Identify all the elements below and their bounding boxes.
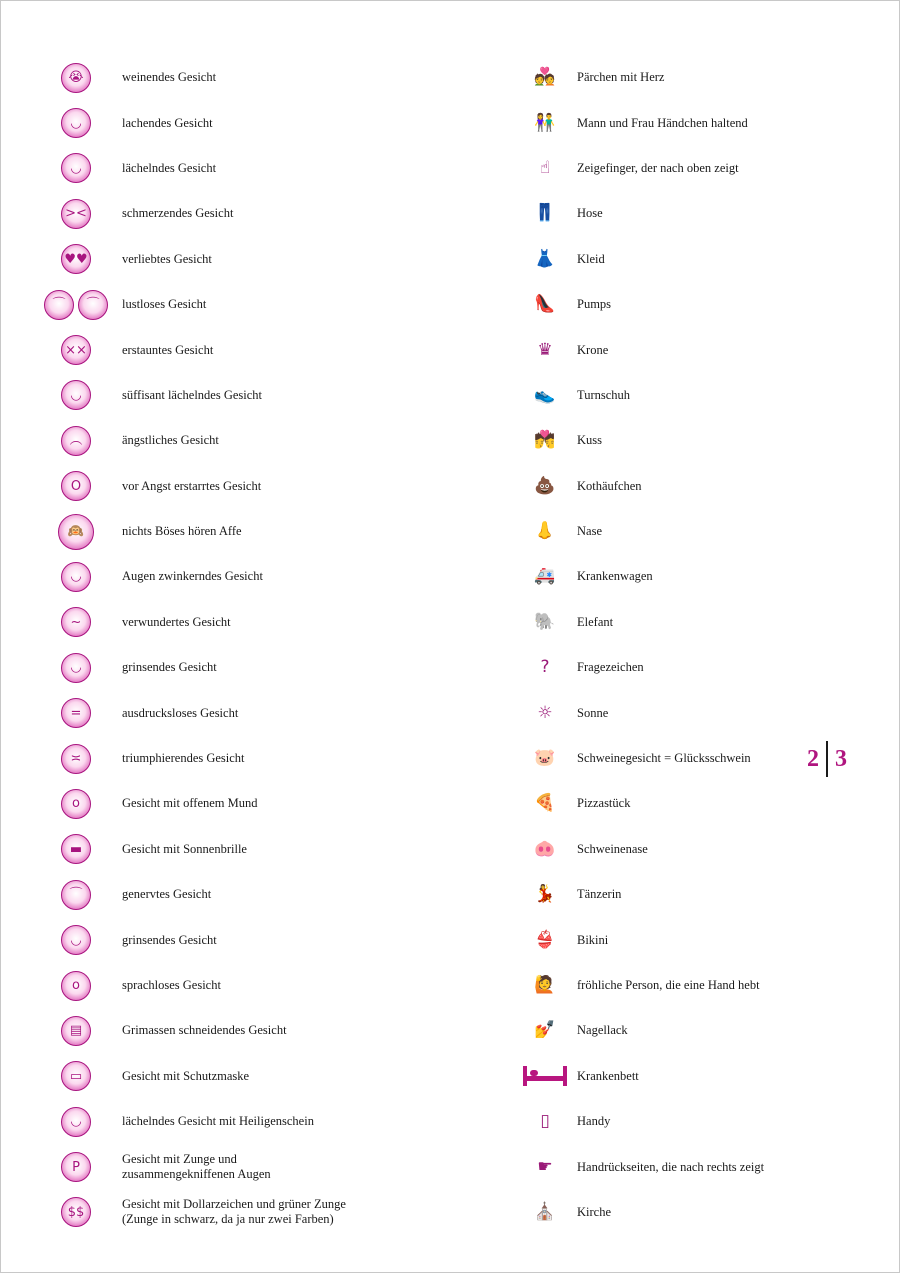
- item-label: vor Angst erstarrtes Gesicht: [122, 478, 262, 493]
- item-label: Kuss: [577, 433, 603, 448]
- item-label: Mann und Frau Händchen haltend: [577, 115, 748, 130]
- question-mark-icon: ?: [540, 657, 550, 678]
- list-item: [41, 917, 481, 962]
- item-label: Gesicht mit Zunge und zusammengekniffenen Augen: [122, 1152, 271, 1182]
- item-label: ängstliches Gesicht: [122, 433, 219, 448]
- high-heel-icon: 👠: [534, 294, 556, 315]
- list-item: [41, 1054, 481, 1099]
- list-item: [41, 418, 481, 463]
- grinning-face-icon: ◡: [41, 653, 111, 683]
- item-label: Schweinenase: [577, 841, 648, 856]
- list-item: [521, 600, 821, 645]
- elephant-icon: 🐘: [534, 611, 556, 632]
- list-item: [521, 191, 821, 236]
- person-raising-hand-icon: 🙋: [534, 975, 556, 995]
- page-number-right: 3: [835, 745, 847, 772]
- weary-face-icon: ⌒ ⌒: [41, 290, 111, 320]
- item-label: lustloses Gesicht: [122, 297, 207, 312]
- list-item: [521, 1008, 821, 1053]
- grimacing-face-icon: ▤: [41, 1016, 111, 1046]
- list-item: [41, 690, 481, 735]
- hear-no-evil-monkey-icon: 🙉: [41, 514, 111, 550]
- item-label: Kirche: [577, 1204, 612, 1219]
- item-label: Krankenbett: [577, 1068, 639, 1083]
- item-label: weinendes Gesicht: [122, 70, 217, 85]
- list-item: [41, 736, 481, 781]
- list-item: [41, 827, 481, 872]
- item-label: lachendes Gesicht: [122, 115, 213, 130]
- church-icon: ⛪: [534, 1201, 556, 1222]
- list-item: [41, 237, 481, 282]
- list-item: [521, 963, 821, 1008]
- item-label: Gesicht mit offenem Mund: [122, 796, 258, 811]
- page-divider: [826, 741, 828, 777]
- item-label: fröhliche Person, die eine Hand hebt: [577, 978, 760, 992]
- astonished-face-icon: o: [41, 971, 111, 1001]
- item-label: Schweinegesicht = Glücksschwein: [577, 751, 751, 766]
- list-item: [41, 191, 481, 236]
- item-label: erstauntes Gesicht: [122, 342, 214, 357]
- list-item: [41, 781, 481, 826]
- item-label: Pizzastück: [577, 796, 631, 811]
- pile-of-poo-icon: 💩: [534, 475, 556, 496]
- list-item: [521, 690, 821, 735]
- confused-face-icon: ~: [41, 607, 111, 637]
- medical-mask-face-icon: ▭: [41, 1061, 111, 1091]
- man-and-woman-holding-hands-icon: 👫: [534, 112, 556, 133]
- list-item: [41, 554, 481, 599]
- tongue-squint-face-icon: P: [41, 1152, 111, 1182]
- item-label: Elefant: [577, 614, 614, 629]
- pig-face-icon: 🐷: [534, 748, 556, 769]
- item-label: Nase: [577, 524, 602, 539]
- triumph-face-icon: ≍: [41, 744, 111, 774]
- list-item: [521, 509, 821, 554]
- item-label: Pumps: [577, 297, 612, 312]
- jeans-icon: 👖: [534, 203, 556, 224]
- item-label: Krankenwagen: [577, 569, 653, 584]
- sunglasses-face-icon: ▬: [41, 834, 111, 864]
- item-label: Sonne: [577, 705, 609, 720]
- list-item: [41, 55, 481, 100]
- item-label: genervtes Gesicht: [122, 887, 212, 902]
- dizzy-face-icon: ××: [41, 335, 111, 365]
- list-item: [41, 509, 481, 554]
- list-item: [521, 1144, 821, 1189]
- item-label: Gesicht mit Dollarzeichen und grüner Zunge (Zunge in schwarz, da ja nur zwei Farben): [122, 1197, 346, 1227]
- item-label: Bikini: [577, 932, 609, 947]
- item-label: süffisant lächelndes Gesicht: [122, 387, 263, 402]
- item-label: nichts Böses hören Affe: [122, 524, 242, 539]
- item-label: Gesicht mit Sonnenbrille: [122, 841, 247, 856]
- list-item: [521, 645, 821, 690]
- crying-face-icon: 😭: [41, 63, 111, 93]
- pizza-slice-icon: 🍕: [534, 793, 556, 814]
- list-item: [521, 1054, 821, 1099]
- winking-face-icon: ◡: [41, 562, 111, 592]
- list-item: [41, 600, 481, 645]
- list-item: [41, 1144, 481, 1189]
- list-item: [521, 872, 821, 917]
- list-item: [521, 146, 821, 191]
- index-pointing-up-icon: ☝: [539, 157, 551, 178]
- list-item: [521, 1099, 821, 1144]
- item-label: Pärchen mit Herz: [577, 70, 665, 85]
- item-label: Nagellack: [577, 1023, 628, 1038]
- item-label: verliebtes Gesicht: [122, 251, 212, 266]
- list-item: [41, 1099, 481, 1144]
- item-label: Grimassen schneidendes Gesicht: [122, 1023, 287, 1038]
- list-item: [521, 55, 821, 100]
- list-item: [521, 327, 821, 372]
- backhand-index-pointing-right-icon: ☛: [537, 1156, 553, 1177]
- list-item: [41, 373, 481, 418]
- list-item: [41, 464, 481, 509]
- couple-with-heart-icon: 💑: [534, 67, 556, 88]
- right-column: [521, 55, 821, 1235]
- list-item: [41, 963, 481, 1008]
- item-label: grinsendes Gesicht: [122, 660, 217, 675]
- list-item: [521, 418, 821, 463]
- item-label: Turnschuh: [577, 387, 631, 402]
- heart-eyes-face-icon: ♥♥: [41, 244, 111, 274]
- list-item: [41, 645, 481, 690]
- list-item: [521, 827, 821, 872]
- item-label: grinsendes Gesicht: [122, 932, 217, 947]
- ambulance-icon: 🚑: [534, 566, 556, 587]
- list-item: [41, 1190, 481, 1235]
- persevering-face-icon: ><: [41, 199, 111, 229]
- list-item: [41, 146, 481, 191]
- item-label: lächelndes Gesicht: [122, 160, 217, 175]
- kiss-icon: 💏: [534, 430, 556, 451]
- list-item: [521, 554, 821, 599]
- item-label: Kleid: [577, 251, 605, 266]
- item-label: Zeigefinger, der nach oben zeigt: [577, 160, 739, 175]
- list-item: [521, 464, 821, 509]
- list-item: [521, 736, 821, 781]
- item-label: Tänzerin: [577, 887, 622, 902]
- unamused-face-icon: ⌒: [41, 880, 111, 910]
- list-item: [41, 100, 481, 145]
- laughing-face-icon: ◡: [41, 108, 111, 138]
- item-label: lächelndes Gesicht mit Heiligenschein: [122, 1114, 314, 1129]
- smirking-face-icon: ◡: [41, 380, 111, 410]
- item-label: verwundertes Gesicht: [122, 614, 231, 629]
- expressionless-face-icon: =: [41, 698, 111, 728]
- list-item: [41, 282, 481, 327]
- item-label: Fragezeichen: [577, 660, 644, 675]
- item-label: Handrückseiten, die nach rechts zeigt: [577, 1159, 765, 1174]
- list-item: [521, 1190, 821, 1235]
- list-item: [521, 373, 821, 418]
- money-mouth-face-icon: $$: [41, 1197, 111, 1227]
- crown-icon: ♛: [537, 339, 553, 360]
- pig-nose-icon: 🐽: [534, 838, 556, 859]
- list-item: [521, 282, 821, 327]
- item-label: Hose: [577, 206, 603, 221]
- open-mouth-face-icon: o: [41, 789, 111, 819]
- item-label: Handy: [577, 1114, 611, 1129]
- list-item: [521, 917, 821, 962]
- halo-face-icon: ◡: [41, 1107, 111, 1137]
- bikini-icon: 👙: [534, 929, 556, 950]
- screaming-face-icon: O: [41, 471, 111, 501]
- sneaker-icon: 👟: [534, 384, 556, 405]
- hospital-bed-icon: [521, 1066, 569, 1086]
- list-item: [41, 327, 481, 372]
- item-label: Gesicht mit Schutzmaske: [122, 1068, 250, 1083]
- nose-icon: 👃: [534, 521, 556, 542]
- anxious-face-icon: ︵: [41, 426, 111, 456]
- item-label: triumphierendes Gesicht: [122, 751, 245, 766]
- list-item: [41, 1008, 481, 1053]
- item-label: Krone: [577, 342, 609, 357]
- item-label: ausdrucksloses Gesicht: [122, 705, 239, 720]
- item-label: schmerzendes Gesicht: [122, 206, 234, 221]
- dress-icon: 👗: [534, 248, 556, 269]
- list-item: [41, 872, 481, 917]
- left-column: [41, 55, 481, 1235]
- smiling-face-icon: ◡: [41, 153, 111, 183]
- list-item: [521, 100, 821, 145]
- dancer-icon: 💃: [534, 884, 556, 905]
- page-number-left: 2: [807, 745, 819, 772]
- nail-polish-icon: 💅: [534, 1020, 556, 1041]
- list-item: [521, 237, 821, 282]
- page-number-spread: [807, 741, 847, 777]
- grinning-face-icon: ◡: [41, 925, 111, 955]
- mobile-phone-icon: ▯: [540, 1111, 550, 1132]
- item-label: Augen zwinkerndes Gesicht: [122, 569, 263, 584]
- item-label: Kothäufchen: [577, 478, 642, 493]
- list-item: [521, 781, 821, 826]
- item-label: sprachloses Gesicht: [122, 978, 221, 992]
- sun-face-icon: ☼: [537, 702, 553, 723]
